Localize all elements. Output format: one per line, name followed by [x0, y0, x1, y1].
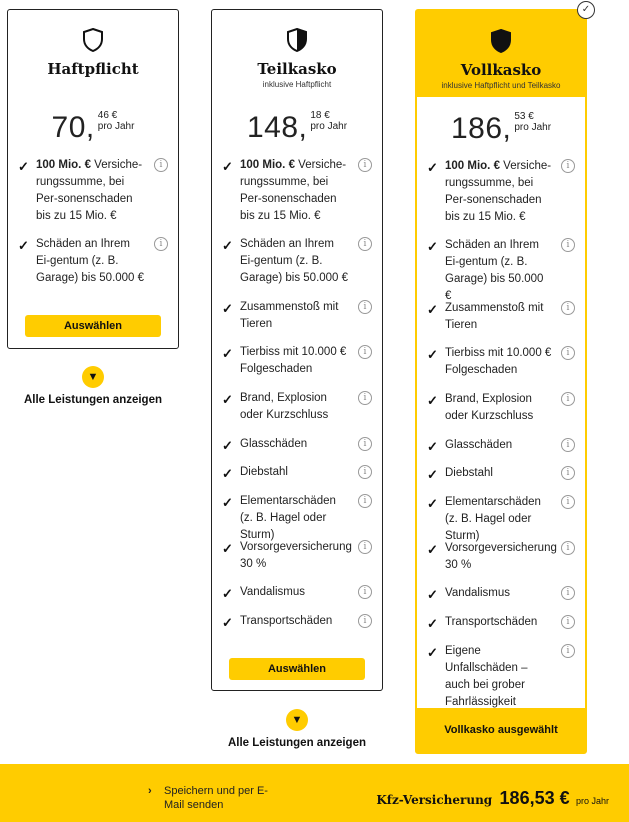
- feature-item: [222, 613, 372, 630]
- show-all-benefits-haftpflicht[interactable]: [7, 366, 179, 406]
- save-and-email-link[interactable]: [148, 784, 284, 812]
- check-icon: ✓: [427, 587, 438, 602]
- info-icon[interactable]: i: [358, 300, 372, 314]
- info-icon[interactable]: i: [561, 615, 575, 629]
- plan-price: [417, 111, 585, 146]
- summary-bar: [0, 764, 629, 822]
- feature-text: Versiche-rungssumme, bei Per-sonenschaden bis zu 15 Mio. €: [445, 160, 552, 223]
- feature-item: [222, 236, 372, 287]
- check-icon: ✓: [427, 160, 438, 175]
- plan-title: Teilkasko: [257, 60, 337, 78]
- info-icon[interactable]: i: [358, 158, 372, 172]
- check-icon: ✓: [427, 496, 438, 511]
- price-cents: 18 €: [310, 110, 330, 121]
- feature-text: Vandalismus: [240, 586, 305, 598]
- show-all-benefits-teilkasko[interactable]: [211, 709, 383, 749]
- info-icon[interactable]: i: [561, 392, 575, 406]
- check-icon: ✓: [427, 347, 438, 362]
- feature-text: Eigene Unfallschäden – auch bei grober Fahrlässigkeit: [445, 645, 528, 708]
- product-label: Kfz-Versicherung: [376, 793, 493, 807]
- info-icon[interactable]: i: [358, 465, 372, 479]
- feature-text: Vorsorgeversicherung 30 %: [240, 541, 352, 570]
- feature-item: [427, 614, 575, 631]
- feature-text: Vorsorgeversicherung 30 %: [445, 542, 557, 571]
- info-icon[interactable]: i: [154, 237, 168, 251]
- price-period: pro Jahr: [310, 121, 348, 132]
- info-icon[interactable]: i: [154, 158, 168, 172]
- feature-item: [427, 437, 575, 454]
- total-period: pro Jahr: [575, 796, 609, 806]
- price-integer: 148,: [246, 111, 308, 144]
- check-icon: ✓: [222, 495, 233, 510]
- check-icon: ✓: [222, 466, 233, 481]
- check-icon: ✓: [427, 542, 438, 557]
- feature-text: Brand, Explosion oder Kurzschluss: [240, 392, 329, 421]
- check-icon: ✓: [222, 301, 233, 316]
- check-icon: ✓: [222, 541, 233, 556]
- feature-item: [222, 539, 372, 573]
- info-icon[interactable]: i: [358, 540, 372, 554]
- show-all-label: Alle Leistungen anzeigen: [227, 737, 367, 749]
- feature-text: Brand, Explosion oder Kurzschluss: [445, 393, 534, 422]
- feature-text: Glasschäden: [445, 439, 513, 451]
- feature-bold: 100 Mio. €: [240, 159, 295, 171]
- plan-title: Haftpflicht: [47, 60, 139, 78]
- info-icon[interactable]: i: [358, 614, 372, 628]
- feature-text: Versiche-rungssumme, bei Per-sonenschaden bis zu 15 Mio. €: [240, 159, 347, 222]
- feature-text: Schäden an Ihrem Ei-gentum (z. B. Garage) bis 50.000 €: [445, 239, 544, 302]
- info-icon[interactable]: i: [561, 466, 575, 480]
- check-icon: ✓: [427, 616, 438, 631]
- info-icon[interactable]: i: [561, 541, 575, 555]
- price-cents: 53 €: [514, 111, 534, 122]
- check-icon: ✓: [222, 159, 233, 174]
- check-icon: ✓: [222, 346, 233, 361]
- feature-text: Tierbiss mit 10.000 € Folgeschaden: [445, 347, 552, 376]
- info-icon[interactable]: i: [561, 644, 575, 658]
- info-icon[interactable]: i: [358, 585, 372, 599]
- feature-text: Vandalismus: [445, 587, 510, 599]
- plan-title: Vollkasko: [460, 61, 542, 79]
- check-icon: ✓: [18, 238, 29, 253]
- check-icon: ✓: [222, 438, 233, 453]
- feature-item: [18, 157, 168, 225]
- price-integer: 70,: [51, 111, 95, 144]
- feature-text: Diebstahl: [240, 466, 288, 478]
- feature-item: [18, 236, 168, 287]
- select-button-haftpflicht[interactable]: Auswählen: [25, 315, 161, 337]
- feature-item: [427, 300, 575, 334]
- feature-bold: 100 Mio. €: [445, 160, 500, 172]
- shield-icon: [286, 28, 308, 52]
- info-icon[interactable]: i: [358, 237, 372, 251]
- info-icon[interactable]: i: [561, 495, 575, 509]
- feature-item: [222, 390, 372, 424]
- chevron-down-icon: ▼: [286, 709, 308, 731]
- selected-plan-label[interactable]: Vollkasko ausgewählt: [417, 708, 585, 752]
- check-icon: ✓: [222, 238, 233, 253]
- feature-text: Glasschäden: [240, 438, 308, 450]
- feature-text: Versiche-rungssumme, bei Per-sonenschaden bis zu 15 Mio. €: [36, 159, 143, 222]
- feature-text: Schäden an Ihrem Ei-gentum (z. B. Garage) bis 50.000 €: [36, 238, 145, 284]
- feature-item: [222, 584, 372, 601]
- shield-icon: [82, 28, 104, 52]
- shield-icon: [490, 29, 512, 53]
- feature-item: [222, 464, 372, 481]
- feature-text: Transportschäden: [240, 615, 333, 627]
- total-amount: 186,53 €: [499, 788, 570, 808]
- info-icon[interactable]: i: [561, 301, 575, 315]
- info-icon[interactable]: i: [561, 586, 575, 600]
- check-icon: ✓: [222, 615, 233, 630]
- plan-card-vollkasko: [415, 9, 587, 754]
- feature-item: [222, 436, 372, 453]
- info-icon[interactable]: i: [358, 391, 372, 405]
- feature-item: [427, 237, 575, 305]
- check-icon: ✓: [427, 645, 438, 660]
- feature-item: [427, 345, 575, 379]
- total-price: [376, 788, 609, 809]
- price-integer: 186,: [450, 112, 512, 145]
- plan-card-haftpflicht: [7, 9, 179, 349]
- feature-item: [427, 158, 575, 226]
- feature-text: Diebstahl: [445, 467, 493, 479]
- feature-item: [427, 391, 575, 425]
- plan-subtitle: inklusive Haftpflicht: [262, 80, 332, 89]
- plan-price: [8, 110, 178, 145]
- feature-text: Tierbiss mit 10.000 € Folgeschaden: [240, 346, 347, 375]
- info-icon[interactable]: i: [358, 437, 372, 451]
- price-period: pro Jahr: [514, 122, 552, 133]
- feature-text: Zusammenstoß mit Tieren: [445, 302, 544, 331]
- feature-item: [222, 344, 372, 378]
- price-period: pro Jahr: [97, 121, 135, 132]
- feature-item: [222, 493, 372, 544]
- check-icon: ✓: [427, 239, 438, 254]
- plan-price: [212, 110, 382, 145]
- select-button-teilkasko[interactable]: Auswählen: [229, 658, 365, 680]
- info-icon[interactable]: i: [358, 494, 372, 508]
- feature-text: Elementarschäden (z. B. Hagel oder Sturm): [240, 495, 336, 541]
- feature-item: [222, 299, 372, 333]
- check-icon: ✓: [427, 302, 438, 317]
- feature-item: [222, 157, 372, 225]
- save-label: Speichern und per E-Mail senden: [164, 785, 268, 811]
- check-circle-icon: ✓: [577, 1, 595, 19]
- info-icon[interactable]: i: [561, 438, 575, 452]
- feature-text: Transportschäden: [445, 616, 538, 628]
- chevron-right-icon: ›: [148, 785, 152, 797]
- feature-item: [427, 585, 575, 602]
- feature-bold: 100 Mio. €: [36, 159, 91, 171]
- info-icon[interactable]: i: [561, 238, 575, 252]
- feature-item: [427, 465, 575, 482]
- info-icon[interactable]: i: [561, 159, 575, 173]
- info-icon[interactable]: i: [561, 346, 575, 360]
- check-icon: ✓: [222, 586, 233, 601]
- show-all-label: Alle Leistungen anzeigen: [23, 394, 163, 406]
- plan-card-teilkasko: [211, 9, 383, 691]
- feature-item: [427, 494, 575, 545]
- feature-item: [427, 643, 575, 711]
- feature-item: [427, 540, 575, 574]
- check-icon: ✓: [427, 393, 438, 408]
- feature-text: Schäden an Ihrem Ei-gentum (z. B. Garage) bis 50.000 €: [240, 238, 349, 284]
- chevron-down-icon: ▼: [82, 366, 104, 388]
- check-icon: ✓: [18, 159, 29, 174]
- feature-text: Elementarschäden (z. B. Hagel oder Sturm): [445, 496, 541, 542]
- check-icon: ✓: [427, 439, 438, 454]
- check-icon: ✓: [427, 467, 438, 482]
- info-icon[interactable]: i: [358, 345, 372, 359]
- price-cents: 46 €: [97, 110, 118, 121]
- plan-subtitle: inklusive Haftpflicht und Teilkasko: [441, 81, 561, 90]
- check-icon: ✓: [222, 392, 233, 407]
- feature-text: Zusammenstoß mit Tieren: [240, 301, 339, 330]
